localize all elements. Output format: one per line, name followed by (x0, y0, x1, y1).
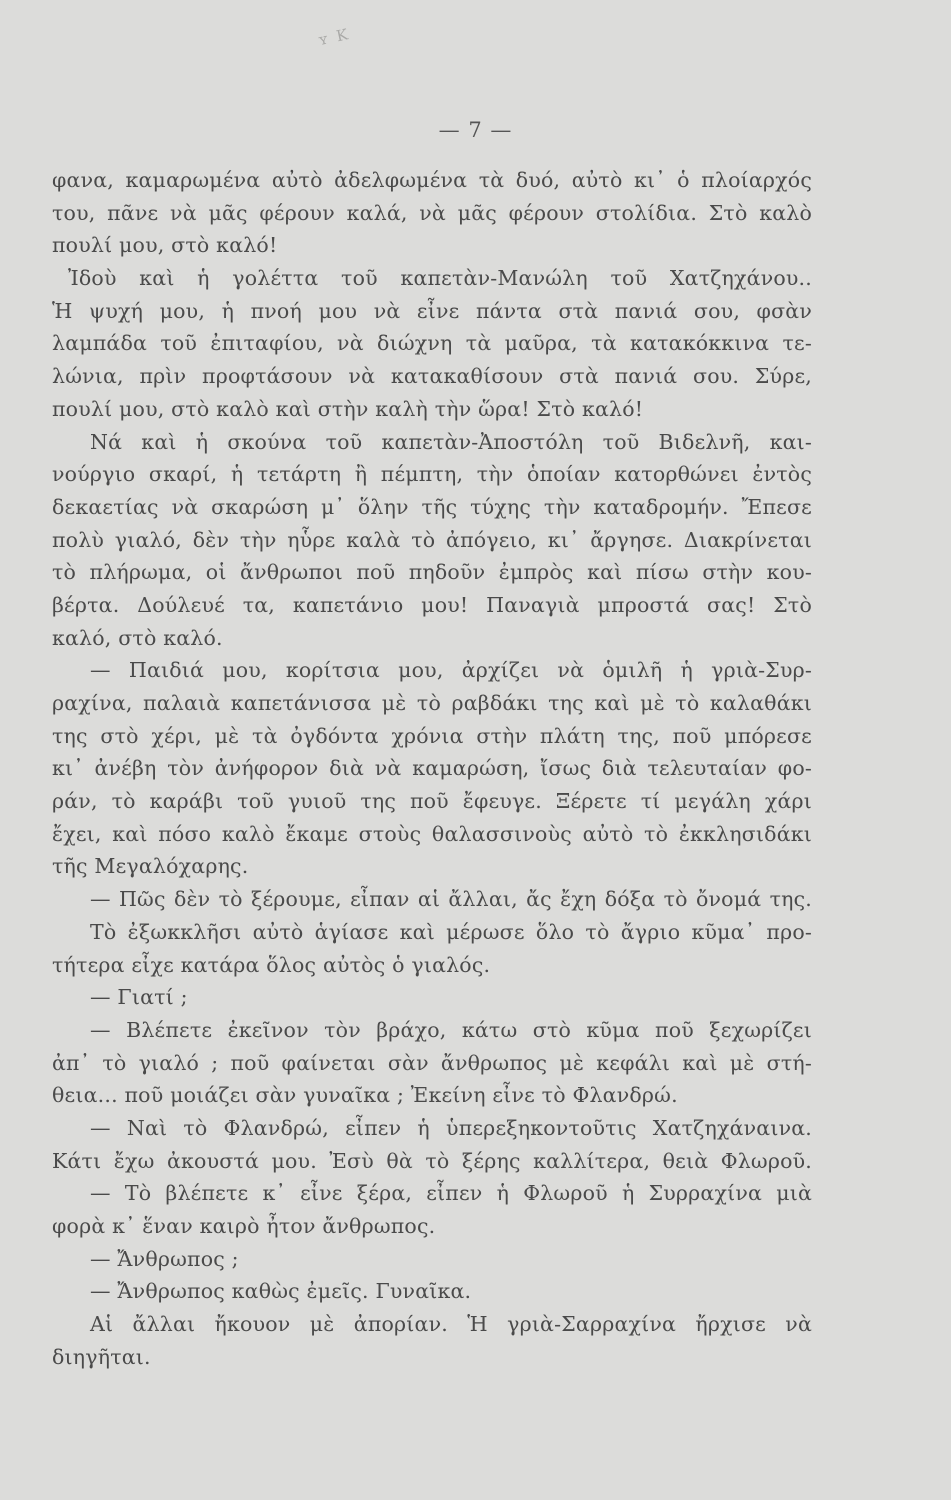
text-line: Αἱ ἄλλαι ἤκουον μὲ ἀπορίαν. Ἡ γριὰ-Σαρραχίνα ἤρχισε νὰ (90, 1312, 812, 1337)
text-line: δεκαετίας νὰ σκαρώση μ᾿ ὅλην τῆς τύχης τὴν καταδρομήν. Ἔπεσε (52, 494, 812, 519)
text-line: Ἡ ψυχή μου, ἡ πνοή μου νὰ εἶνε πάντα στὰ πανιά σου, φσὰν (52, 298, 812, 323)
text-line: τῆς Μεγαλόχαρης. (52, 854, 249, 879)
text-line: κι᾿ ἀνέβη τὸν ἀνήφορον διὰ νὰ καμαρώση, ἴσως διὰ τελευταίαν φο- (52, 756, 812, 781)
text-line: Νά καὶ ἡ σκούνα τοῦ καπετὰν-Ἀποστόλη τοῦ Βιδελνῆ, και- (90, 429, 812, 454)
text-line: — Τὸ βλέπετε κ᾿ εἶνε ξέρα, εἶπεν ἡ Φλωροῦ ἡ Συρραχίνα μιὰ (90, 1181, 812, 1206)
text-line: — Πῶς δὲν τὸ ξέρουμε, εἶπαν αἱ ἄλλαι, ἄς ἔχη δόξα τὸ ὄνομά της. (90, 887, 812, 912)
text-line: πουλί μου, στὸ καλό! (52, 233, 278, 258)
text-line: της στὸ χέρι, μὲ τὰ ὀγδόντα χρόνια στὴν πλάτη της, ποῦ μπόρεσε (52, 723, 812, 748)
text-line: λώνια, πρὶν προφτάσουν νὰ κατακαθίσουν στὰ πανιά σου. Σύρε, (52, 364, 812, 389)
text-line: λαμπάδα τοῦ ἐπιταφίου, νὰ διώχνη τὰ μαῦρα, τὰ κατακόκκινα τε- (52, 331, 812, 356)
text-line: πουλί μου, στὸ καλὸ καὶ στὴν καλὴ τὴν ὥρα! Στὸ καλό! (52, 396, 644, 421)
text-line: του, πᾶνε νὰ μᾶς φέρουν καλά, νὰ μᾶς φέρουν στολίδια. Στὸ καλὸ (52, 200, 812, 225)
text-line: Τὸ ἐξωκκλῆσι αὐτὸ ἁγίασε καὶ μέρωσε ὅλο τὸ ἄγριο κῦμα᾿ προ- (90, 919, 812, 944)
text-line: καλό, στὸ καλό. (52, 625, 223, 650)
text-line: ἔχει, καὶ πόσο καλὸ ἔκαμε στοὺς θαλασσινοὺς αὐτὸ τὸ ἐκκλησιδάκι (52, 821, 812, 846)
text-line: ἀπ᾿ τὸ γιαλό ; ποῦ φαίνεται σὰν ἄνθρωπος μὲ κεφάλι καὶ μὲ στή- (52, 1050, 812, 1075)
text-line: διηγῆται. (52, 1344, 151, 1369)
text-line: τήτερα εἶχε κατάρα ὅλος αὐτὸς ὁ γιαλός. (52, 952, 491, 977)
text-line: ραχίνα, παλαιὰ καπετάνισσα μὲ τὸ ραβδάκι της καὶ μὲ τὸ καλαθάκι (52, 691, 812, 715)
text-line: θεια... ποῦ μοιάζει σὰν γυναῖκα ; Ἐκείνη εἶνε τὸ Φλανδρώ. (52, 1083, 678, 1108)
text-line: Κάτι ἔχω ἀκουστά μου. Ἐσὺ θὰ τὸ ξέρης καλλίτερα, θειὰ Φλωροῦ. (52, 1148, 812, 1173)
corner-pencil-mark: ʏ Κ (316, 24, 352, 50)
text-line: φανα, καμαρωμένα αὐτὸ ἀδελφωμένα τὰ δυό, αὐτὸ κι᾿ ὁ πλοίαρχός (52, 168, 812, 192)
text-line: τὸ πλήρωμα, οἱ ἄνθρωποι ποῦ πηδοῦν ἐμπρὸς καὶ πίσω στὴν κου- (52, 560, 812, 585)
page-text (52, 164, 812, 1373)
text-line: — Παιδιά μου, κορίτσια μου, ἀρχίζει νὰ ὁμιλῆ ἡ γριὰ-Συρ- (90, 658, 812, 683)
page-number: — 7 — (438, 118, 513, 142)
text-line: φορὰ κ᾿ ἕναν καιρὸ ἦτον ἄνθρωπος. (52, 1214, 436, 1238)
text-line: — Ἄνθρωπος καθὼς ἐμεῖς. Γυναῖκα. (90, 1279, 472, 1304)
text-line: νούργιο σκαρί, ἡ τετάρτη ἢ πέμπτη, τὴν ὁποίαν κατορθώνει ἐντὸς (52, 462, 812, 487)
text-line: πολὺ γιαλό, δὲν τὴν ηὗρε καλὰ τὸ ἀπόγειο, κι᾿ ἄργησε. Διακρίνεται (52, 527, 812, 552)
text-line: — Βλέπετε ἐκεῖνον τὸν βράχο, κάτω στὸ κῦμα ποῦ ξεχωρίζει (90, 1017, 812, 1042)
text-line: ράν, τὸ καράβι τοῦ γυιοῦ της ποῦ ἔφευγε. Ξέρετε τί μεγάλη χάρι (52, 789, 812, 814)
text-line: Ἰδοὺ καὶ ἡ γολέττα τοῦ καπετὰν-Μανώλη τοῦ Χατζηχάνου.. (68, 266, 812, 291)
text-line: — Γιατί ; (90, 985, 188, 1010)
text-line: βέρτα. Δούλευέ τα, καπετάνιο μου! Παναγιὰ μπροστά σας! Στὸ (52, 592, 812, 617)
text-line: — Ἄνθρωπος ; (90, 1246, 239, 1271)
text-line: — Ναὶ τὸ Φλανδρώ, εἶπεν ἡ ὑπερεξηκοντοῦτις Χατζηχάναινα. (90, 1115, 812, 1140)
